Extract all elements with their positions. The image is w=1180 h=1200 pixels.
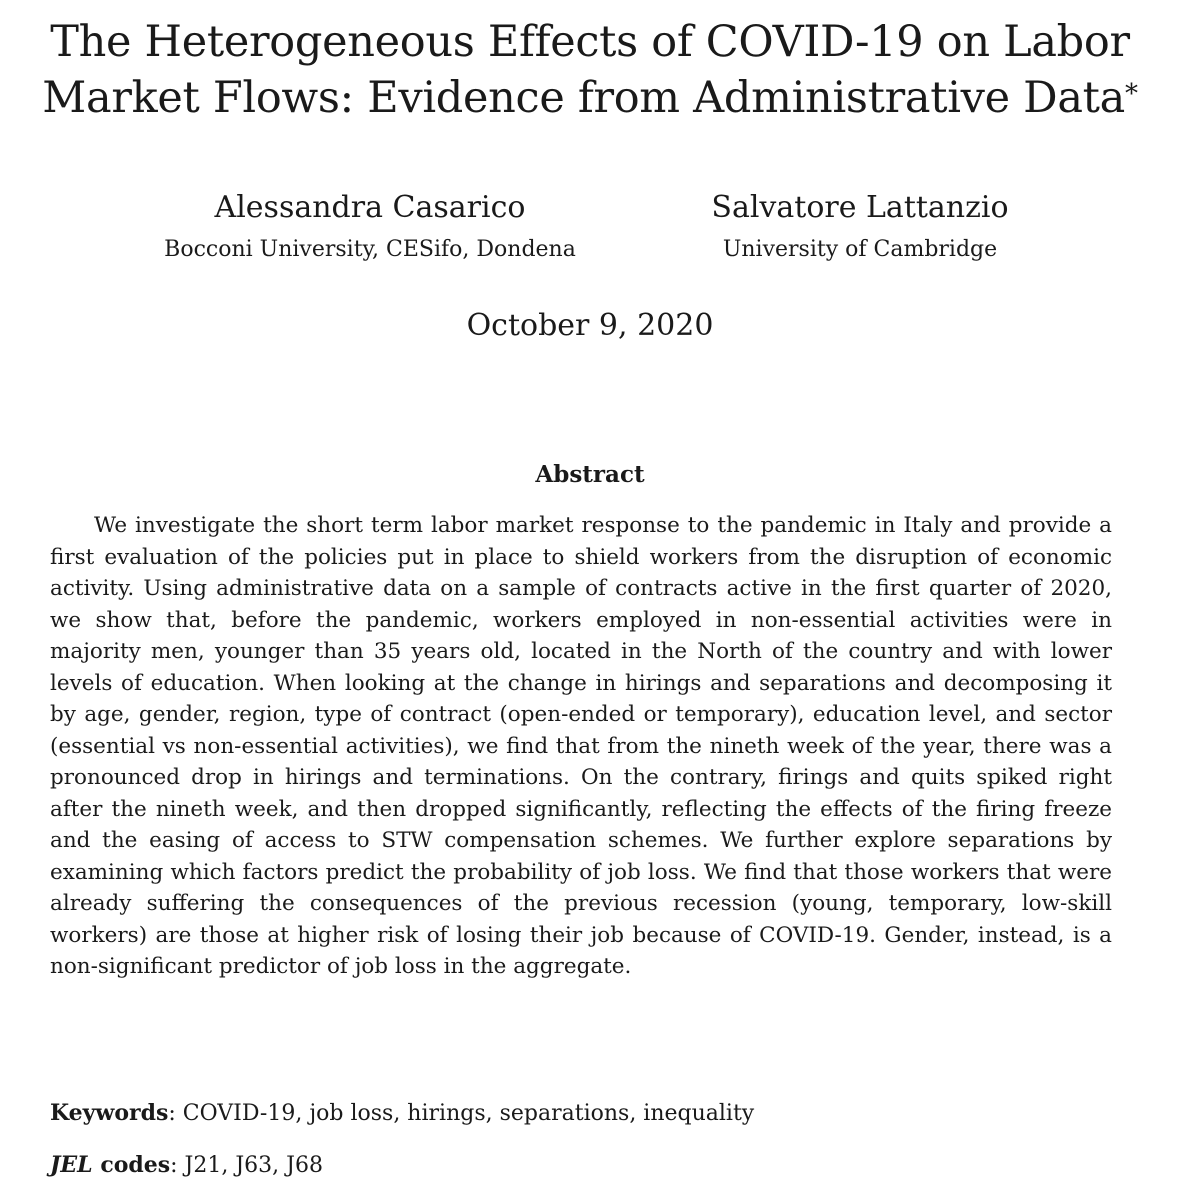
abstract-heading: Abstract	[535, 461, 645, 488]
title-line-1: The Heterogeneous Effects of COVID-19 on Labor	[50, 17, 1130, 67]
paper-date: October 9, 2020	[466, 308, 714, 343]
keywords-line	[50, 1098, 1112, 1129]
jel-codes-value: : J21, J63, J68	[170, 1153, 323, 1178]
title-footnote-mark: *	[1125, 79, 1138, 109]
jel-codes-line	[50, 1150, 1112, 1181]
keywords-label: Keywords	[50, 1100, 169, 1126]
author-affiliation: University of Cambridge	[722, 237, 998, 262]
author-affiliation: Bocconi University, CESifo, Dondena	[164, 237, 576, 262]
title-line-2: Market Flows: Evidence from Administrative Data	[42, 73, 1126, 123]
jel-label-italic: JEL	[50, 1152, 93, 1178]
author-name: Salvatore Lattanzio	[711, 190, 1009, 225]
paper-title	[0, 14, 1180, 126]
author-name: Alessandra Casarico	[214, 190, 526, 225]
keywords-value: : COVID-19, job loss, hirings, separations, inequality	[168, 1101, 755, 1126]
abstract-text: We investigate the short term labor market response to the pandemic in Italy and provide a first evaluation of the policies put in place to shield workers from the disruption of economic activity. Using administrative data on a sample of contracts active in the first quarter of 2020, we show that, before the pandemic, workers employed in non-essential activities were in majority men, younger than 35 years old, located in the North of the country and with lower levels of education. When looking at the change in hirings and separations and decomposing it by age, gender, region, type of contract (open-ended or temporary), education level, and sector (essential vs non-essential activities), we find that from the nineth week of the year, there was a pronounced drop in hirings and terminations. On the contrary, firings and quits spiked right after the nineth week, and then dropped significantly, reflecting the effects of the firing freeze and the easing of access to STW compensation schemes. We further explore separations by examining which factors predict the probability of job loss. We find that those workers that were already suffering the consequences of the previous recession (young, temporary, low-skill workers) are those at higher risk of losing their job because of COVID-19. Gender, instead, is a non-significant predictor of job loss in the aggregate.	[50, 513, 1112, 979]
author-block-1	[120, 190, 620, 264]
jel-label-rest: codes	[92, 1152, 171, 1178]
author-block-2	[640, 190, 1080, 264]
